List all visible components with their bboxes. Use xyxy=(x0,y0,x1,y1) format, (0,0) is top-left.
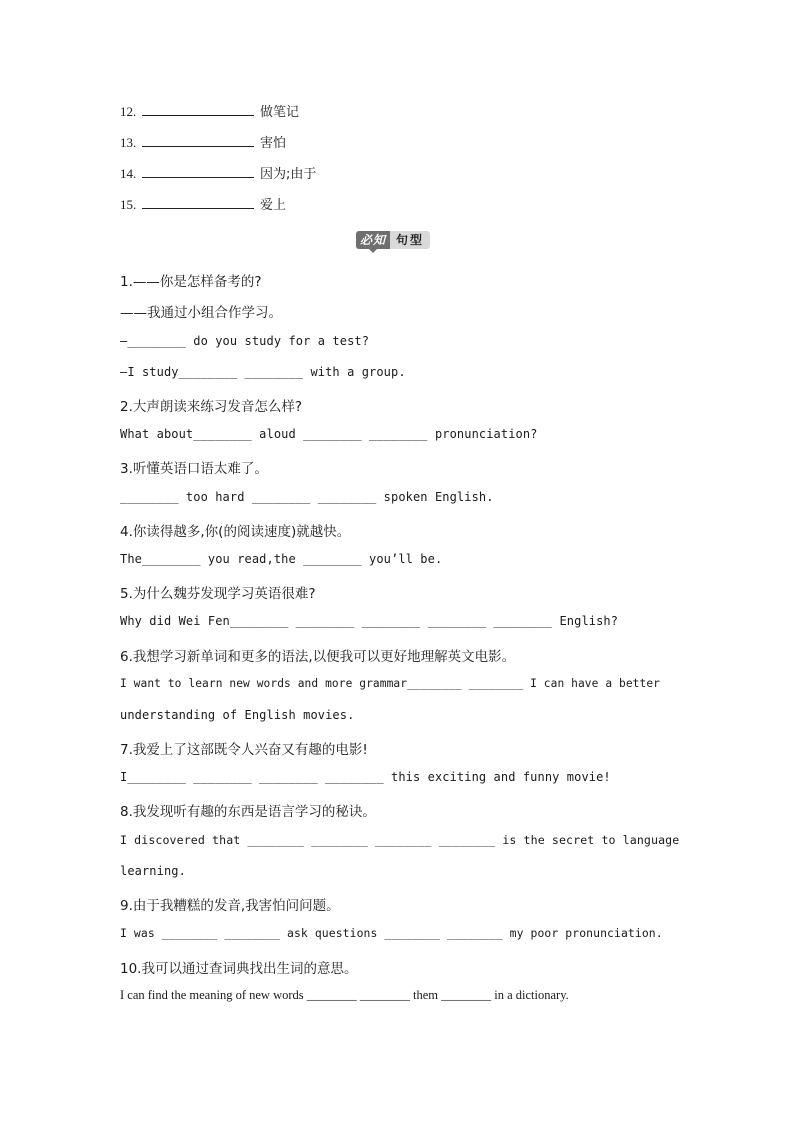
answer-blank[interactable] xyxy=(142,196,254,209)
question-6-chinese: 6.我想学习新单词和更多的语法,以便我可以更好地理解英文电影。 xyxy=(120,649,516,665)
vocab-meaning: 害怕 xyxy=(260,136,287,151)
question-3-english: ________ too hard ________ ________ spoken English. xyxy=(120,490,494,504)
question-3-chinese: 3.听懂英语口语太难了。 xyxy=(120,461,268,477)
vocab-item-15 xyxy=(120,195,286,215)
question-6-english-b: understanding of English movies. xyxy=(120,708,355,722)
vocab-number: 15. xyxy=(120,197,137,212)
section-badge-label: 必知 xyxy=(356,231,390,249)
question-10-english: I can find the meaning of new words ________ ________ them ________ in a dictionary. xyxy=(120,988,569,1002)
speech-bubble-tail-icon xyxy=(368,248,378,253)
question-10-chinese: 10.我可以通过查词典找出生词的意思。 xyxy=(120,961,358,977)
question-8-english-b: learning. xyxy=(120,864,186,878)
question-5-english: Why did Wei Fen________ ________ ________ ________ ________ English? xyxy=(120,614,619,628)
question-8-english-a: I discovered that ________ ________ ________ ________ is the secret to language xyxy=(120,833,680,847)
question-7-chinese: 7.我爱上了这部既令人兴奋又有趣的电影! xyxy=(120,742,368,758)
vocab-item-12 xyxy=(120,102,299,122)
answer-blank[interactable] xyxy=(142,103,254,116)
question-2-chinese: 2.大声朗读来练习发音怎么样? xyxy=(120,399,303,415)
question-1-chinese-b: ——我通过小组合作学习。 xyxy=(120,305,282,321)
question-9-chinese: 9.由于我糟糕的发音,我害怕问问题。 xyxy=(120,898,340,914)
question-4-chinese: 4.你读得越多,你(的阅读速度)就越快。 xyxy=(120,524,351,540)
answer-blank[interactable] xyxy=(142,165,254,178)
question-2-english: What about________ aloud ________ ________ pronunciation? xyxy=(120,427,538,441)
section-header-sentence-patterns xyxy=(356,229,430,251)
answer-blank[interactable] xyxy=(142,134,254,147)
question-1-chinese-a: 1.——你是怎样备考的? xyxy=(120,274,262,290)
question-6-english-a: I want to learn new words and more grammar________ ________ I can have a better xyxy=(120,677,660,690)
vocab-number: 14. xyxy=(120,166,137,181)
question-9-english: I was ________ ________ ask questions ________ ________ my poor pronunciation. xyxy=(120,926,663,940)
vocab-item-14 xyxy=(120,164,316,184)
vocab-meaning: 因为;由于 xyxy=(260,167,317,182)
question-5-chinese: 5.为什么魏芬发现学习英语很难? xyxy=(120,586,316,602)
question-8-chinese: 8.我发现听有趣的东西是语言学习的秘诀。 xyxy=(120,804,376,820)
section-title: 句型 xyxy=(390,231,430,249)
question-1-english-b: —I study________ ________ with a group. xyxy=(120,365,406,379)
vocab-meaning: 爱上 xyxy=(260,198,287,213)
question-7-english: I________ ________ ________ ________ this exciting and funny movie! xyxy=(120,770,611,784)
vocab-meaning: 做笔记 xyxy=(260,105,300,120)
vocab-number: 13. xyxy=(120,135,137,150)
vocab-number: 12. xyxy=(120,104,137,119)
vocab-item-13 xyxy=(120,133,286,153)
question-1-english-a: —________ do you study for a test? xyxy=(120,334,370,348)
question-4-english: The________ you read,the ________ you’ll be. xyxy=(120,552,443,566)
